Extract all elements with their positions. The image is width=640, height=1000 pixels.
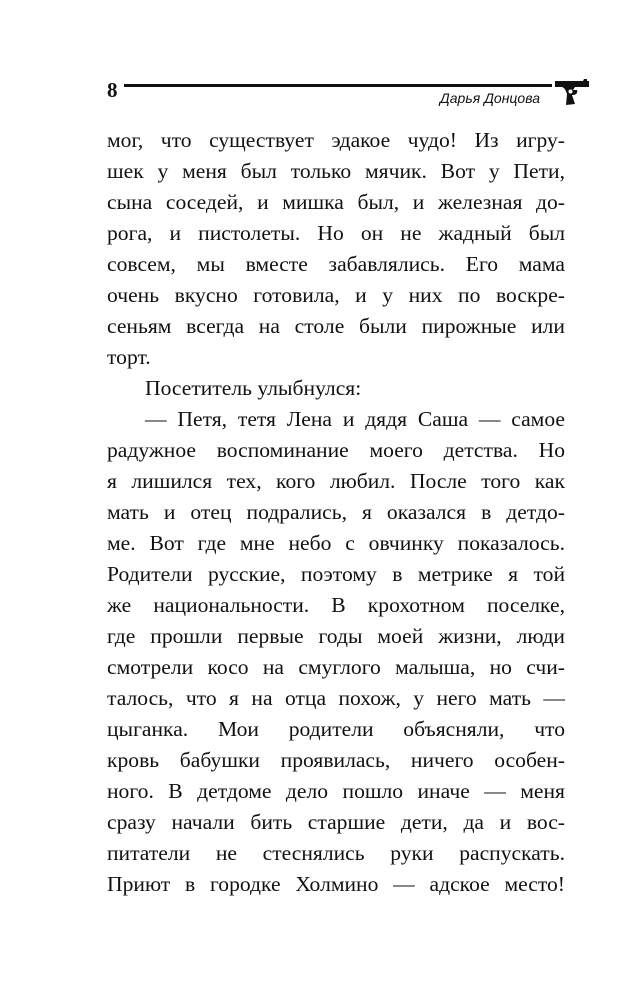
text-line: смотрели косо на смуглого малыша, но счи- [107, 655, 565, 679]
text-line: мать и отец подрались, я оказался в детдо- [107, 500, 565, 524]
text-line: я лишился тех, кого любил. После того как [107, 469, 565, 493]
text-line: питатели не стеснялись руки распускать. [107, 841, 565, 865]
text-line: сеньям всегда на столе были пирожные или [107, 314, 565, 338]
text-line: талось, что я на отца похож, у него мать — [107, 686, 565, 710]
text-line: очень вкусно готовила, и у них по воскре- [107, 283, 565, 307]
text-line: мог, что существует эдакое чудо! Из игру- [107, 128, 565, 152]
text-line: где прошли первые годы моей жизни, люди [107, 624, 565, 648]
text-line: Посетитель улыбнулся: [145, 376, 362, 400]
text-line: же национальности. В крохотном поселке, [107, 593, 565, 617]
text-line: шек у меня был только мячик. Вот у Пети, [107, 159, 565, 183]
text-line: цыганка. Мои родители объясняли, что [107, 717, 565, 741]
author-name: Дарья Донцова [439, 90, 540, 106]
text-line: ме. Вот где мне небо с овчинку показалось. [107, 531, 565, 555]
text-line: сына соседей, и мишка был, и железная до- [107, 190, 565, 214]
text-line: совсем, мы вместе забавлялись. Его мама [107, 252, 565, 276]
text-line: ного. В детдоме дело пошло иначе — меня [107, 779, 565, 803]
text-line: сразу начали бить старшие дети, да и вос- [107, 810, 565, 834]
revolver-icon [553, 75, 591, 107]
page-number: 8 [107, 78, 118, 102]
text-line: рога, и пистолеты. Но он не жадный был [107, 221, 565, 245]
text-line: радужное воспоминание моего детства. Но [107, 438, 565, 462]
header-rule [124, 84, 552, 87]
text-line: кровь бабушки проявилась, ничего особен- [107, 748, 565, 772]
text-line: — Петя, тетя Лена и дядя Саша — самое [145, 407, 565, 431]
body-text [107, 125, 565, 900]
text-line: Родители русские, поэтому в метрике я той [107, 562, 565, 586]
text-line: торт. [107, 345, 151, 369]
text-line: Приют в городке Холмино — адское место! [107, 872, 565, 896]
